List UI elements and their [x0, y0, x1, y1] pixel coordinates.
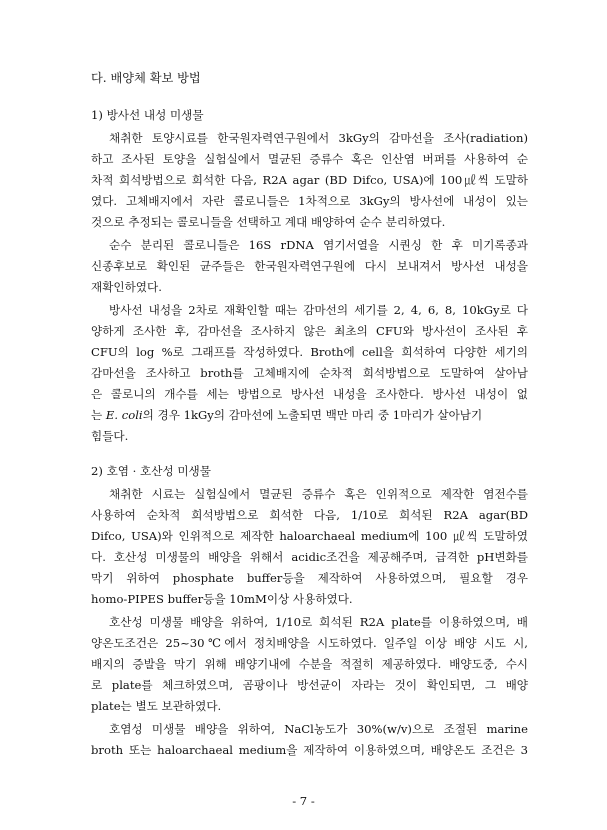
paragraph-line: 였다. 고체배지에서 자란 콜로니들은 1차적으로 3kGy의 방사선에 내성이 있는 — [91, 194, 528, 208]
paragraph-line: 은 콜로니의 개수를 세는 방법으로 방사선 내성을 조사한다. 방사선 내성이 없 — [91, 387, 528, 401]
paragraph-line: plate는 별도 보관하였다. — [91, 699, 222, 713]
paragraph-line: 감마선을 조사하고 broth를 고체배지에 순차적 희석방법으로 도말하여 살아남 — [91, 366, 528, 380]
paragraph-line: 방사선 내성을 2차로 재확인할 때는 감마선의 세기를 2, 4, 6, 8, 10kGy로 다 — [109, 303, 528, 317]
subsection-title-halophilic-acidophilic: 2) 호염 · 호산성 미생물 — [91, 464, 211, 478]
page-number: - 7 - — [292, 794, 315, 808]
paragraph-line: 다. 호산성 미생물의 배양을 위해서 acidic조건을 제공해주며, 급격한 pH변화를 — [91, 550, 528, 564]
paragraph-line: 재확인하였다. — [91, 280, 162, 294]
section-title: 다. 배양체 확보 방법 — [91, 71, 201, 85]
paragraph-line: 힘들다. — [91, 429, 129, 443]
paragraph-line: Difco, USA)와 인위적으로 제작한 haloarchaeal medium에 100 ㎕씩 도말하였 — [91, 529, 528, 543]
paragraph-line: homo-PIPES buffer등을 10mM이상 사용하였다. — [91, 592, 353, 606]
paragraph-line: 차적 희석방법으로 희석한 다음, R2A agar (BD Difco, USA)에 100㎕씩 도말하 — [91, 173, 528, 187]
paragraph-line: 신종후보로 확인된 균주들은 한국원자력연구원에 다시 보내져서 방사선 내성을 — [91, 259, 528, 273]
paragraph-line-ecoli — [91, 408, 528, 422]
paragraph-line: 사용하여 순차적 희석방법으로 희석한 다음, 1/10로 희석된 R2A agar(BD — [91, 508, 528, 522]
paragraph-line: 채취한 시료는 실험실에서 멸균된 증류수 혹은 인위적으로 제작한 염전수를 — [109, 487, 528, 501]
paragraph-line: 하고 조사된 토양을 실험실에서 멸균된 증류수 혹은 인산염 버퍼를 사용하여 순 — [91, 152, 528, 166]
text-fragment: 의 경우 1kGy의 감마선에 노출되면 백만 마리 중 1마리가 살아남기 — [142, 408, 483, 422]
paragraph-line: 막기 위하여 phosphate buffer등을 제작하여 사용하였으며, 필요할 경우 — [91, 571, 528, 585]
paragraph-line: 배지의 증발을 막기 위해 배양기내에 수분을 적절히 제공하였다. 배양도중, 수시 — [91, 657, 528, 671]
paragraph-line: 채취한 토양시료를 한국원자력연구원에서 3kGy의 감마선을 조사(radiation) — [109, 131, 528, 145]
paragraph-line: 양하게 조사한 후, 감마선을 조사하지 않은 최초의 CFU와 방사선이 조사된 후 — [91, 324, 528, 338]
paragraph-line: 순수 분리된 콜로니들은 16S rDNA 염기서열을 시퀀싱 한 후 미기록종과 — [109, 238, 528, 252]
text-fragment: 는 — [91, 408, 106, 422]
paragraph-line: 양온도조건은 25~30℃에서 정치배양을 시도하였다. 일주일 이상 배양 시도 시, — [91, 636, 528, 650]
paragraph-line: CFU의 log %로 그래프를 작성하였다. Broth에 cell을 희석하여 다양한 세기의 — [91, 345, 528, 359]
paragraph-line: 로 plate를 체크하였으며, 곰팡이나 방선균이 자라는 것이 확인되면, 그 배양 — [91, 678, 528, 692]
paragraph-line: broth 또는 haloarchaeal medium을 제작하여 이용하였으며, 배양온도 조건은 3 — [91, 743, 528, 757]
species-name-italic: E. coli — [105, 408, 143, 422]
paragraph-line: 것으로 추정되는 콜로니들을 선택하고 계대 배양하여 순수 분리하였다. — [91, 215, 446, 229]
paragraph-line: 호산성 미생물 배양을 위하여, 1/10로 희석된 R2A plate를 이용하였으며, 배 — [109, 615, 528, 629]
subsection-title-radiation: 1) 방사선 내성 미생물 — [91, 108, 204, 122]
paragraph-line: 호염성 미생물 배양을 위하여, NaCl농도가 30%(w/v)으로 조절된 marine — [109, 722, 528, 736]
